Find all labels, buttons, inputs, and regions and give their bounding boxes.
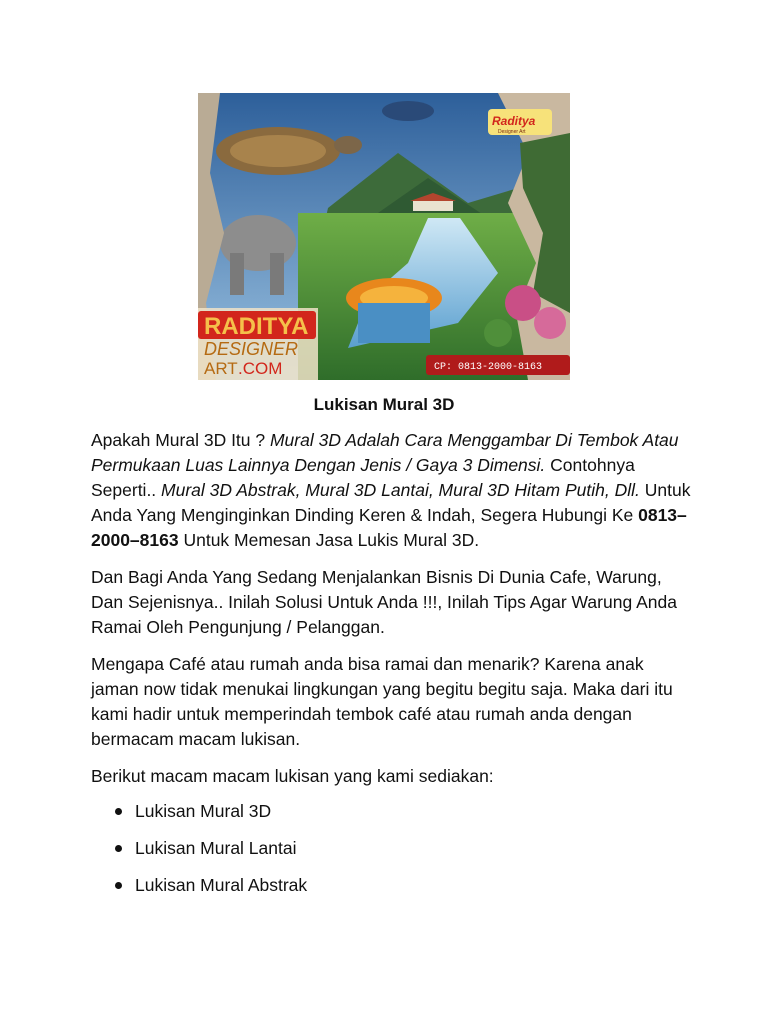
paragraph-why: Mengapa Café atau rumah anda bisa ramai dan menarik? Karena anak jaman now tidak menukai lingkungan yang begitu begitu saja. Maka dari itu kami hadir untuk memperindah tembok café atau rumah anda dengan bermacam macam lukisan. <box>91 654 673 749</box>
bullet-icon <box>115 808 122 815</box>
logo-top-sub: Designer Art <box>498 129 526 135</box>
list-item <box>91 873 691 910</box>
intro-examples: Mural 3D Abstrak, Mural 3D Lantai, Mural 3D Hitam Putih, Dll. <box>161 480 640 500</box>
phone-number: 0813–2000–8163 <box>91 505 687 550</box>
intro-definition: Mural 3D Adalah Cara Menggambar Di Tembok Atau Permukaan Luas Lainnya Dengan Jenis / Gaya 3 Dimensi. <box>91 430 679 475</box>
brand-line1: RADITYA <box>204 313 309 340</box>
list-item <box>91 799 691 836</box>
paragraph-list-intro: Berikut macam macam lukisan yang kami sediakan: <box>91 766 494 786</box>
phone-badge: CP: 0813-2000-8163 <box>434 362 543 373</box>
brand-line2: DESIGNER <box>204 339 299 359</box>
image-caption: Lukisan Mural 3D <box>313 395 455 414</box>
intro-examples-lead: Contohnya Seperti.. <box>91 455 635 500</box>
service-list <box>91 799 691 910</box>
bullet-icon <box>115 845 122 852</box>
bullet-icon <box>115 882 122 889</box>
paragraph-business: Dan Bagi Anda Yang Sedang Menjalankan Bisnis Di Dunia Cafe, Warung, Dan Sejenisnya.. Inilah Solusi Untuk Anda !!!, Inilah Tips Agar Warung Anda Ramai Oleh Pengunjung / Pelanggan. <box>91 567 677 637</box>
mural-illustration <box>198 93 570 380</box>
list-item-label: Lukisan Mural 3D <box>135 801 272 821</box>
intro-question: Apakah Mural 3D Itu ? <box>91 430 270 450</box>
logo-top: Raditya <box>492 114 536 128</box>
brand-line3a: ART <box>204 359 238 378</box>
intro-contact-lead: Untuk Anda Yang Menginginkan Dinding Keren & Indah, Segera Hubungi Ke <box>91 480 691 525</box>
brand-line3b: .COM <box>238 359 283 378</box>
article-body <box>91 428 691 910</box>
list-item-label: Lukisan Mural Lantai <box>135 838 297 858</box>
intro-contact-tail: Untuk Memesan Jasa Lukis Mural 3D. <box>178 530 480 550</box>
mural-image <box>198 93 570 380</box>
list-item-label: Lukisan Mural Abstrak <box>135 875 308 895</box>
paragraph-intro <box>91 428 691 553</box>
list-item <box>91 836 691 873</box>
